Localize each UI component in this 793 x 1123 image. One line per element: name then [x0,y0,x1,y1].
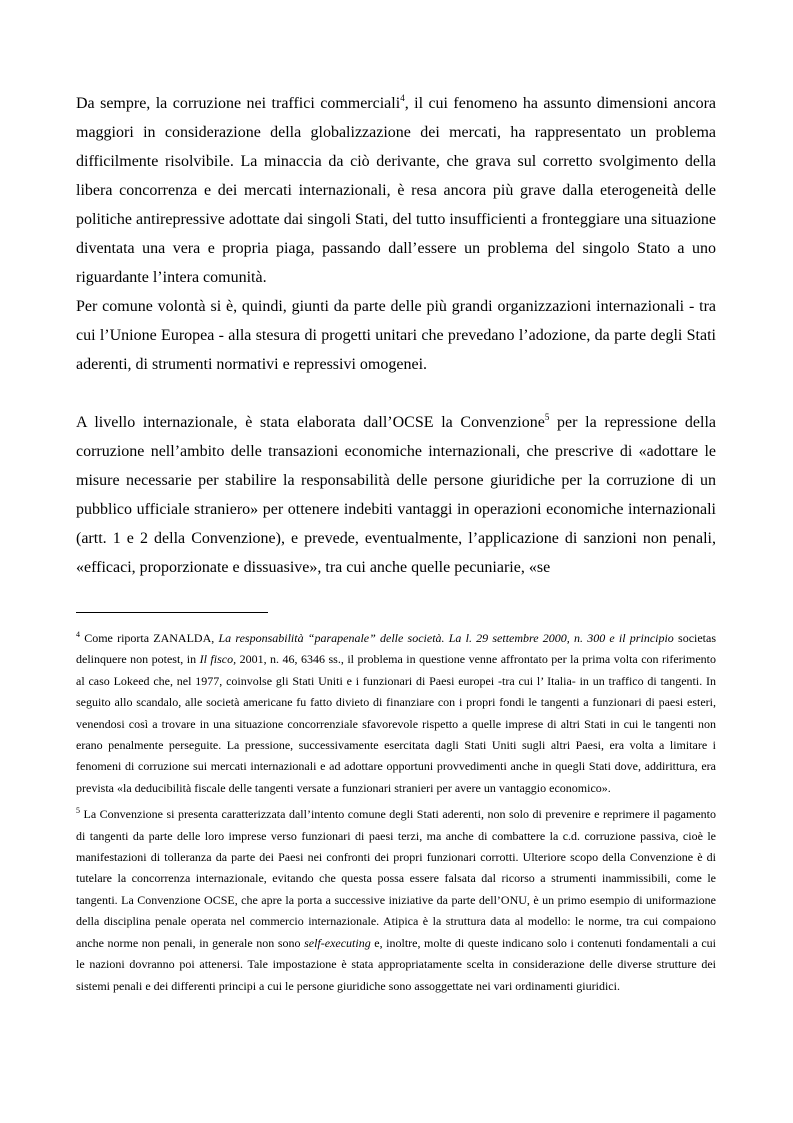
footnote-4 [76,628,716,799]
footnote-4-title: La responsabilità “parapenale” delle società. La l. 29 settembre 2000, n. 300 e il principio [218,631,674,645]
paragraph-3-start: A livello internazionale, è stata elaborata dall’OCSE la Convenzione [76,414,545,431]
footnote-4-latin: societas delinquere non potest, in [76,631,717,667]
paragraph-3 [76,408,716,582]
footnote-4-body: 2001, n. 46, 6346 ss., il problema in questione venne affrontato per la prima volta con riferimento al caso Lokeed che, nel 1977, coinvolse gli Stati Uniti e i funzionari di Paesi europei -tra cui l’ Italia- in un traffico di tangenti. In seguito allo scandalo, alle società americane fu fatto divieto di finanziare con i propri fondi le tangenti a funzionari di paesi esteri, venendosi così a trovare in una situazione concorrenziale sfavorevole rispetto a quelle imprese di altri Stati in cui le tangenti non erano penalmente perseguite. La pressione, successivamente esercitata dagli Stati Uniti sugli altri Paesi, era volta a limitare i fenomeni di corruzione sui mercati internazionali e ad adottare opportuni provvedimenti anche in quegli Stati dove, addirittura, era prevista «la deducibilità fiscale delle tangenti versate a funzionari stranieri per avere un vantaggio economico». [76,652,716,795]
paragraph-2: Per comune volontà si è, quindi, giunti da parte delle più grandi organizzazioni internazionali - tra cui l’Unione Europea - alla stesura di progetti unitari che prevedano l’adozione, da parte degli Stati aderenti, di strumenti normativi e repressivi omogenei. [76,298,716,373]
paragraph-1-rest: , il cui fenomeno ha assunto dimensioni ancora maggiori in considerazione della globalizzazione dei mercati, ha rappresentato un problema difficilmente risolvibile. La minaccia da ciò derivante, che grava sul corretto svolgimento della libera concorrenza e dei mercati internazionali, è resa ancora più grave dalla eterogeneità delle politiche antirepressive adottate dai singoli Stati, del tutto insufficienti a fronteggiare una situazione diventata una vera e propria piaga, passando dall’essere un problema del singolo Stato a uno riguardante l’intera comunità. [76,95,716,286]
paragraph-1-start: Da sempre, la corruzione nei traffici commerciali [76,95,401,112]
footnote-separator [76,612,268,613]
footnote-ref-4[interactable]: 4 [400,93,405,103]
footnote-5-intro: La Convenzione si presenta caratterizzata dall’intento comune degli Stati aderenti, non solo di prevenire e reprimere il pagamento di tangenti da parte delle loro imprese verso funzionari di paesi terzi, ma anche di combattere la c.d. corruzione passiva, cioè le manifestazioni di tolleranza da parte dei Paesi nei confronti dei propri funzionari corrotti. Ulteriore scopo della Convenzione è di tutelare la concorrenza internazionale, evitando che questa possa essere falsata dal ricorso a strumenti inammissibili, come le tangenti. La Convenzione OCSE, che apre la porta a successive iniziative da parte dell’ONU, è un primo esempio di uniformazione della disciplina penale operata nel commercio internazionale. Atipica è la struttura data al modello: le norme, tra cui compaiono anche norme non penali, in generale non sono [76,807,716,950]
footnote-4-intro: Come riporta ZANALDA, [80,631,219,645]
footnote-number-4: 4 [76,630,80,639]
footnote-4-journal: Il fisco, [199,652,237,667]
footnote-ref-5[interactable]: 5 [544,412,550,422]
body-text [76,89,716,582]
footnote-5-body: e, inoltre, molte di queste indicano solo i contenuti fondamentali a cui le nazioni dovranno poi attenersi. Tale impostazione è stata appropriatamente scelta in considerazione delle diverse strutture dei sistemi penali e dei differenti principi a cui le persone giuridiche sono assoggettate nei vari ordinamenti giuridici. [76,935,717,993]
footnote-5 [76,804,716,997]
footnote-5-italic-term: self-executing [304,935,371,950]
paragraph-1 [76,89,716,292]
footnote-number-5: 5 [76,806,80,816]
footnotes [76,628,716,997]
paragraph-3-rest: per la repressione della corruzione nell’ambito delle transazioni economiche internazionali, che prescrive di «adottare le misure necessarie per stabilire la responsabilità delle persone giuridiche per la corruzione di un pubblico ufficiale straniero» per ottenere indebiti vantaggi in operazioni economiche internazionali (artt. 1 e 2 della Convenzione), e prevede, eventualmente, l’applicazione di sanzioni non penali, «efficaci, proporzionate e dissuasive», tra cui anche quelle pecuniarie, «se [76,414,716,576]
